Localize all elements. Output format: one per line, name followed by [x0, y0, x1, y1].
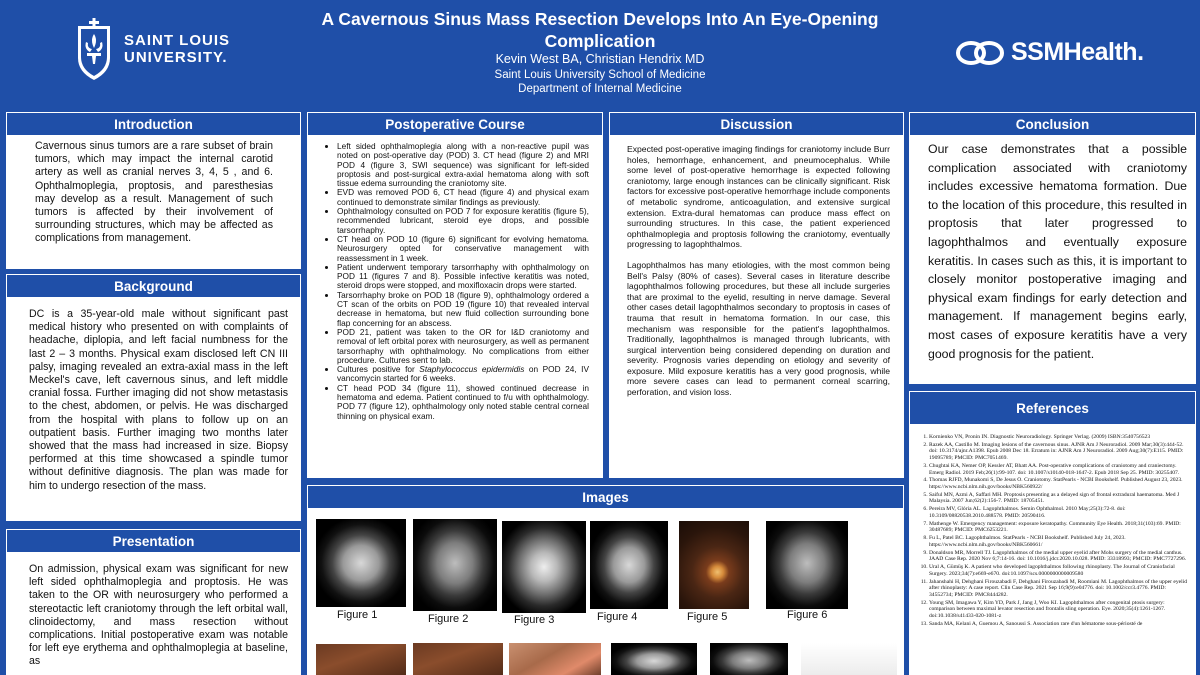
poster-affiliation-department: Department of Internal Medicine	[518, 82, 682, 95]
discussion-paragraph-1: Expected post-operative imaging findings for craniotomy include Burr holes, hemorrhage, enhancement, and pneumocephalus. While some level of post-operative hemorrhage is expected following craniotomy, large enough instances can be clinically significant. Risk factors for excessive post-operative hemorrhage include components of metabolic syndrome, anticoagulation, and extensive surgical extension. Extra-dural hematomas can produce mass effect on surrounding structures. In this case, the patient experienced ophthalmoplegia and proptosis following the craniotomy, eventually progressing to lagophthalmos.	[627, 144, 890, 250]
reference-item: 12. Young SM, Imagawa Y, Kim YD, Park J, Jang J, Woo KI. Lagophthalmos after congenital ptosis surgery: comparison between maximal levator resection and frontalis sling operation. Eye. 2020;35(4):1261-1267. doi:10.1038/s41433-020-1081-z	[929, 600, 1190, 620]
figure-5-image	[679, 521, 749, 609]
discussion-paragraph-2: Lagophthalmos has many etiologies, with the most common being Bell's Palsy (80% of cases). Several cases in literature describe lagophthalmos following procedures, but these all include surgeries that are proximal to the eyelid, resulting in nerve damage. Several other cases detail lagophthalmos secondary to proptosis in cases of trauma that result in hematoma formation. In our case, this mechanism was responsible for the patient's lagophthalmos. Traditionally, lagophthalmos is managed through lubricants, with surgical intervention being considered depending on duration and severity. Prognosis varies depending on etiology and severity of exposure. Mild exposure keratitis has a very good prognosis, while more severe cases can lead to permanent corneal scarring, perforation, and vision loss.	[627, 259, 890, 398]
references-heading: References	[909, 391, 1196, 425]
figure-3-caption: Figure 3	[514, 614, 555, 626]
slu-logo-line2: UNIVERSITY.	[124, 49, 228, 66]
background-text: DC is a 35-year-old male without significant past medical history who presented on with complaints of headache, diplopia, and left facial numbness for the last 2 – 3 months. Physical exam disclosed left CN III palsy, imaging revealed an extra-axial mass in the left Meckel's cave, left cavernous sinus, and left middle cranial fossa. Further imaging did not show metastasis to the chest, abdomen, or pelvis. He was discharged from the hospital with plans to follow up on an outpatient basis. Further imaging two months later showed that the mass had increased in size. Biopsy performed at this time showcased a spindle tumor without definitive diagnosis. The plan was made for him to undergo resection of the mass.	[29, 308, 288, 492]
figure-1-caption: Figure 1	[337, 609, 378, 621]
poster-title: A Cavernous Sinus Mass Resection Develops Into An Eye-Opening Complication	[321, 9, 879, 51]
postoperative-list	[307, 136, 603, 421]
ssm-health-wordmark: SSMHealth.	[1011, 38, 1144, 66]
poster-header	[0, 0, 1200, 104]
introduction-heading: Introduction	[6, 112, 301, 136]
title-block	[290, 8, 910, 96]
poster-authors: Kevin West BA, Christian Hendrix MD	[495, 52, 705, 66]
introduction-text: Cavernous sinus tumors are a rare subset of brain tumors, which may impact the internal carotid artery as well as cranial nerves 3, 4, 5 , and 6. Ophthalmoplegia, proptosis, and paresthesias may develop as a result. Management of such tumors is affected by their involvement of surrounding structures, which may be affected as complications from management.	[35, 140, 273, 245]
figure-10-image	[611, 643, 697, 675]
slu-logo-line1: SAINT LOUIS	[124, 32, 231, 49]
postoperative-panel	[307, 112, 603, 478]
discussion-panel	[609, 112, 904, 478]
reference-item: 1. Kornienko VN, Pronin IN. Diagnostic Neuroradiology. Springer Verlag. (2009) ISBN:3540756523	[929, 434, 1190, 441]
culture-suffix: on POD 24, IV vancomycin started for 6 weeks.	[337, 364, 590, 384]
introduction-panel	[6, 112, 301, 269]
postop-item: • POD 21, patient was taken to the OR for I&D craniotomy and removal of left orbital porex with neurosurgery, as well as permanent tarsorrhaphy with ophthalmology. No complications from either procedure. Cultures sent to lab.	[337, 328, 589, 365]
slu-logo	[72, 16, 230, 82]
culture-prefix: Cultures positive for	[337, 364, 420, 375]
reference-item: 6. Pereira MV, Glória AL. Lagophthalmos. Semin Ophthalmol. 2010 May;25(3):72-8. doi: 10.3109/08820538.2010.488578. PMID: 20590416.	[929, 506, 1190, 519]
background-panel	[6, 274, 301, 521]
postop-item: • Tarsorrhaphy broke on POD 18 (figure 9), ophthalmology ordered a CT scan of the orbits on POD 19 (figure 10) that revealed interval decrease in hematoma, but new fluid collection surrounding bone flap concerning for an abscess.	[337, 291, 589, 328]
reference-item: 4. Thomas RJFD, Munakomi S, De Jesus O. Craniotomy. StatPearls - NCBI Bookshelf. Published August 23, 2023. https://www.ncbi.nlm.nih.gov/books/NBK560922/	[929, 477, 1190, 490]
reference-item: 3. Chughtai KA, Nemer OP, Kessler AT, Bhatt AA. Post-operative complications of craniotomy and craniectomy. Emerg Radiol. 2019 Feb;26(1):99-107. doi: 10.1007/s10140-018-1647-2. Epub 2018 Sep 25. PMID: 30255407.	[929, 463, 1190, 476]
ssm-health-mark-icon	[955, 40, 1007, 66]
figure-9-image	[509, 643, 601, 675]
conclusion-panel	[909, 112, 1196, 384]
reference-item: 8. Fu L, Patel BC. Lagophthalmos. StatPearls - NCBI Bookshelf. Published July 24, 2023. https://www.ncbi.nlm.nih.gov/books/NBK560661/	[929, 535, 1190, 548]
reference-item: 5. Saiful MN, Azmi A, Saffari MH. Proptosis presenting as a delayed sign of frontal extradural haematoma. Med J Malaysia. 2007 Jun;62(2):156-7. PMID: 18705451.	[929, 492, 1190, 505]
reference-item: 10. Ural A, Gümüş K. A patient who developed lagophthalmos following rhinoplasty. The Journal of Craniofacial Surgery. 2023;34(7):e669-e670. doi:10.1097/scs.0000000000009580	[929, 564, 1190, 577]
presentation-text: On admission, physical exam was significant for new left sided ophthalmoplegia and proptosis. He was taken to the OR with neurosurgery who performed a stereotactic left craniotomy through the left orbital wall, clinoidectomy, and mass resection without complications. Initial postoperative exam was notable for left eye erythema and ophthalmoplegia at baseline, as	[29, 563, 288, 668]
postop-item: • CT head on POD 10 (figure 6) significant for evolving hematoma. Neurosurgery opted for conservative management with reassessment in 1 week.	[337, 235, 589, 263]
postop-item: • CT head POD 34 (figure 11), showed continued decrease in hematoma and edema. Patient continued to f/u with ophthalmology. POD 77 (figure 12), ophthalmology only noted stable central corneal thinning on physical exam.	[337, 384, 589, 421]
discussion-heading: Discussion	[609, 112, 904, 136]
figure-8-image	[413, 643, 503, 675]
figure-11-image	[710, 643, 788, 675]
reference-item: 9. Donaldson MR, Morrell TJ. Lagophthalmos of the medial upper eyelid after Mohs surgery of the medial canthus. JAAD Case Rep. 2020 Nov 6;7:14-16. doi: 10.1016/j.jdcr.2020.10.028. PMID: 33318993; PMCID: PMC7727296.	[929, 550, 1190, 563]
postop-item: • Patient underwent temporary tarsorrhaphy with ophthalmology on POD 11 (figures 7 and 8). Possible infective keratitis was noted, steroid drops were stopped, and moxifloxacin drops were started.	[337, 263, 589, 291]
conclusion-heading: Conclusion	[909, 112, 1196, 136]
postop-item: • Left sided ophthalmoplegia along with a non-reactive pupil was noted on post-operative day (POD) 3. CT head (figure 2) and MRI POD 4 (figure 3, SWI sequence) was significant for left-sided proptosis and post-surgical extra-axial hematoma along with soft tissue edema surrounding the craniotomy site.	[337, 142, 589, 188]
culture-organism: Staphylococcus epidermidis	[419, 364, 525, 375]
reference-item: 11. Jahanshahi H, Dehghani Firouzabadi F, Dehghani Firouzabadi M, Roomiani M. Lagophthalmos of the upper eyelid after rhinoplasty: A case report. Clin Case Rep. 2021 Sep 16;9(9):e04776. doi: 10.1002/ccr3.4776. PMID: 34552734; PMCID: PMC8444282.	[929, 579, 1190, 599]
figure-4-caption: Figure 4	[597, 611, 638, 623]
postop-item: • EVD was removed POD 6, CT head (figure 4) and physical exam continued to demonstrate similar findings as previously.	[337, 188, 589, 207]
figure-4-image	[590, 521, 668, 609]
figure-6-caption: Figure 6	[787, 609, 828, 621]
references-list	[909, 425, 1196, 627]
figure-12-image	[801, 643, 897, 675]
figure-1-image	[316, 519, 406, 607]
background-heading: Background	[6, 274, 301, 298]
reference-item: 13. Sanda MA, Kelani A, Guemou A, Sanoussi S. Association rare d'un hématome sous-périosté de	[929, 621, 1190, 628]
reference-item: 2. Razek AA, Castillo M. Imaging lesions of the cavernous sinus. AJNR Am J Neuroradiol. 2009 Mar;30(3):444-52. doi: 10.3174/ajnr.A1398. Epub 2008 Dec 18. Erratum in: AJNR Am J Neuroradiol. 2009 Aug;30(7):E115. PMID: 19095789; PMCID: PMC7051469.	[929, 442, 1190, 462]
postop-item: • Ophthalmology consulted on POD 7 for exposure keratitis (figure 5), recommended lubricant, steroid eye drops, and possible tarsorrhaphy.	[337, 207, 589, 235]
conclusion-text: Our case demonstrates that a possible complication associated with craniotomy includes excessive hematoma formation. Due to the location of this procedure, this resulted in proptosis that later progressed to lagophthalmos and eventually exposure keratitis. In cases such as this, it is important to closely monitor postoperative imaging and physical exam findings for early detection and management. If management begins early, most cases of exposure keratitis have a very good prognosis for the patient.	[928, 142, 1187, 361]
poster-affiliation-school: Saint Louis University School of Medicine	[494, 68, 706, 81]
ssm-health-logo	[955, 38, 1144, 67]
images-panel	[307, 485, 904, 675]
figure-7-image	[316, 644, 406, 675]
figure-6-image	[766, 521, 848, 609]
figure-2-image	[413, 519, 497, 611]
presentation-panel	[6, 529, 301, 675]
postoperative-heading: Postoperative Course	[307, 112, 603, 136]
figure-2-caption: Figure 2	[428, 613, 469, 625]
slu-shield-icon	[72, 16, 116, 82]
figure-3-image	[502, 521, 586, 613]
figure-5-caption: Figure 5	[687, 611, 728, 623]
postop-item-cultures	[337, 365, 589, 384]
images-heading: Images	[307, 485, 904, 509]
presentation-heading: Presentation	[6, 529, 301, 553]
reference-item: 7. Mathenge W. Emergency management: exposure keratopathy. Community Eye Health. 2018;31(103):69. PMID: 30487689; PMCID: PMC6253221.	[929, 521, 1190, 534]
references-panel	[909, 391, 1196, 675]
